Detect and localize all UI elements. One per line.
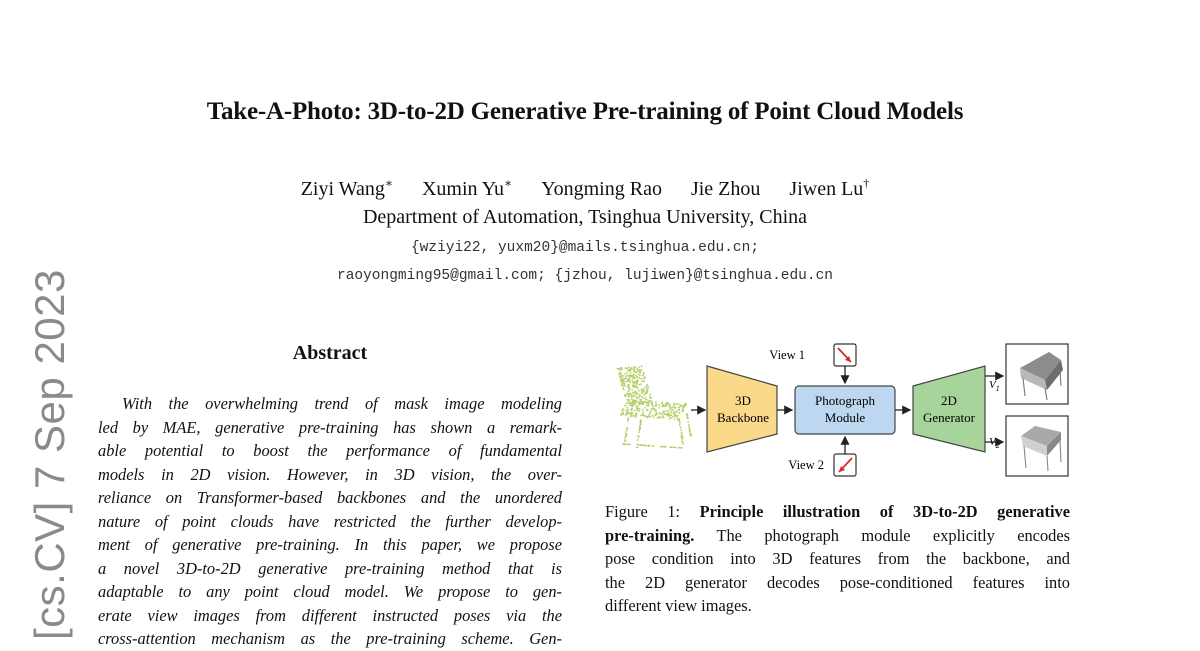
abstract-line: adaptable to any point cloud model. We propose to gen- bbox=[98, 582, 562, 601]
view2-label: View 2 bbox=[788, 458, 824, 472]
abstract-line: led by MAE, generative pre-training has shown a remark- bbox=[98, 417, 562, 437]
arxiv-stamp: [cs.CV] 7 Sep 2023 bbox=[26, 269, 73, 640]
author: Xumin Yu∗ bbox=[421, 176, 513, 200]
abstract-line: models in 2D vision. However, in 3D vision, the over- bbox=[98, 464, 562, 484]
figure-caption bbox=[605, 500, 1070, 618]
generator-label: Generator bbox=[923, 410, 975, 425]
abstract-heading: Abstract bbox=[292, 342, 368, 364]
abstract-line: ment of generative pre-training. In this paper, we propose bbox=[98, 535, 562, 554]
caption-line: the 2D generator decodes pose-conditioned features into bbox=[605, 572, 1070, 592]
v2-label: $V_2$ bbox=[989, 436, 1000, 450]
caption-line: Figure 1: Principle illustration of 3D-to-2D generative bbox=[605, 502, 1070, 521]
paper-title: Take-A-Photo: 3D-to-2D Generative Pre-training of Point Cloud Models bbox=[206, 98, 964, 125]
abstract-body bbox=[98, 392, 562, 651]
abstract-line: erate view images from different instructed poses via the bbox=[98, 605, 562, 625]
abstract-line: With the overwhelming trend of mask image modeling bbox=[122, 394, 562, 413]
view1-label: View 1 bbox=[769, 348, 805, 362]
generator-label: 2D bbox=[941, 393, 957, 408]
email-line: raoyongming95@gmail.com; {jzhou, lujiwen}@tsinghua.edu.cn bbox=[337, 268, 833, 284]
caption-line: pose condition into 3D features from the backbone, and bbox=[605, 549, 1070, 568]
backbone-label: 3D bbox=[735, 393, 751, 408]
v1-label: $V_1$ bbox=[989, 379, 1000, 393]
affiliation: Department of Automation, Tsinghua University, China bbox=[362, 206, 808, 228]
abstract-line: reliance on Transformer-based backbones and the unordered bbox=[98, 488, 562, 507]
backbone-block bbox=[707, 366, 777, 452]
abstract-line: cross-attention mechanism as the pre-training scheme. Gen- bbox=[98, 629, 562, 648]
abstract-line: nature of point clouds have restricted the further develop- bbox=[98, 511, 562, 531]
email-line: {wziyi22, yuxm20}@mails.tsinghua.edu.cn; bbox=[410, 240, 760, 256]
author: Jie Zhou bbox=[690, 178, 761, 200]
author: Ziyi Wang∗ bbox=[300, 176, 393, 200]
figure-1-diagram bbox=[605, 338, 1075, 488]
author: Jiwen Lu† bbox=[789, 176, 870, 200]
abstract-line: a novel 3D-to-2D generative pre-training method that is bbox=[98, 558, 562, 578]
caption-line: pre-training. The photograph module explicitly encodes bbox=[605, 525, 1070, 545]
author-list bbox=[0, 178, 1170, 201]
photograph-label: Photograph bbox=[815, 393, 875, 408]
point-cloud-chair bbox=[617, 365, 692, 449]
abstract-line: able potential to boost the performance of fundamental bbox=[98, 441, 562, 460]
caption-line: different view images. bbox=[605, 596, 752, 615]
backbone-label: Backbone bbox=[717, 410, 769, 425]
author: Yongming Rao bbox=[541, 178, 662, 200]
generator-block bbox=[913, 366, 985, 452]
photograph-label: Module bbox=[824, 410, 866, 425]
